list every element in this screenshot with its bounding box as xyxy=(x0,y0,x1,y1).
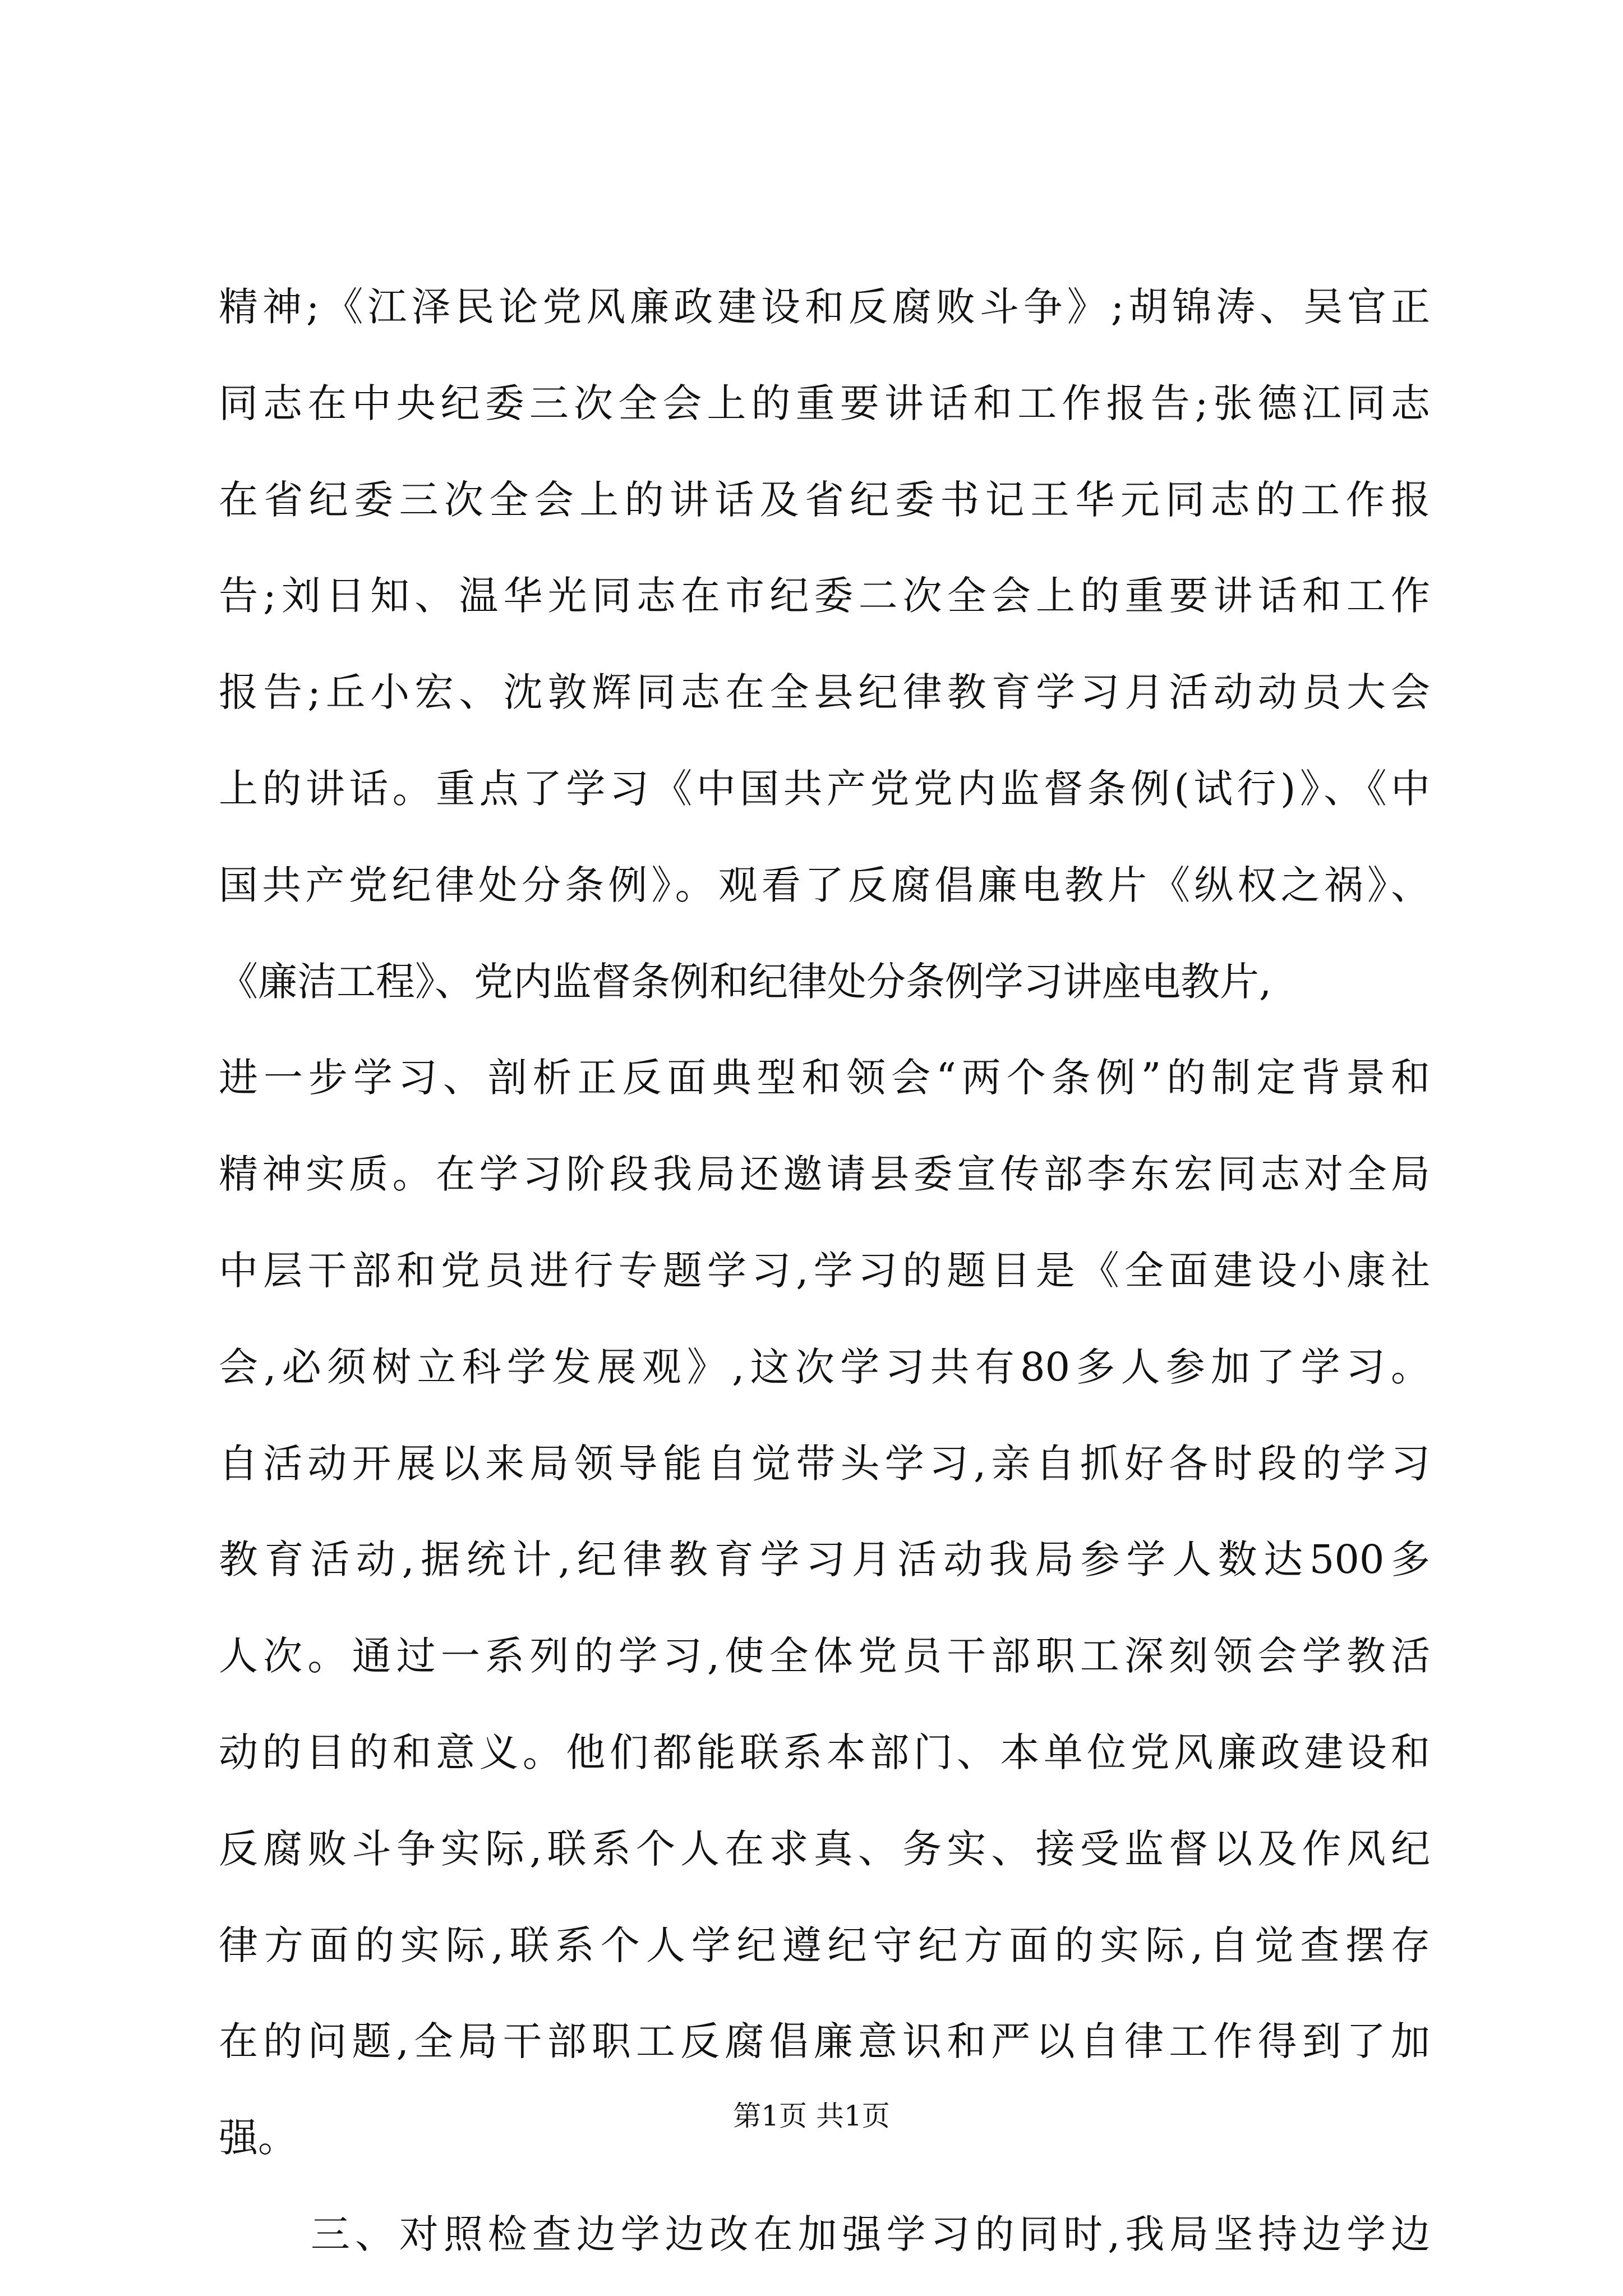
text-line: 动的目的和意义。他们都能联系本部门、本单位党风廉政建设和 xyxy=(219,1729,1430,1775)
text-line: 教育活动,据统计,纪律教育学习月活动我局参学人数达500多 xyxy=(219,1536,1430,1583)
text-line: 国共产党纪律处分条例》。观看了反腐倡廉电教片《纵权之祸》、 xyxy=(219,862,1430,908)
text-line: 强。 xyxy=(219,2115,297,2161)
text-line: 同志在中央纪委三次全会上的重要讲话和工作报告;张德江同志 xyxy=(219,380,1430,426)
text-line: 在省纪委三次全会上的讲话及省纪委书记王华元同志的工作报 xyxy=(219,476,1430,523)
text-line: 精神实质。在学习阶段我局还邀请县委宣传部李东宏同志对全局 xyxy=(219,1151,1430,1198)
text-line: 精神;《江泽民论党风廉政建设和反腐败斗争》;胡锦涛、吴官正 xyxy=(219,284,1430,330)
text-line: 会,必须树立科学发展观》,这次学习共有80多人参加了学习。 xyxy=(219,1343,1430,1390)
page-footer: 第1页 共1页 xyxy=(733,2100,890,2132)
text-line: 反腐败斗争实际,联系个人在求真、务实、接受监督以及作风纪 xyxy=(219,1825,1430,1872)
text-line: 告;刘日知、温华光同志在市纪委二次全会上的重要讲话和工作 xyxy=(219,573,1430,619)
document-body xyxy=(219,259,1430,2283)
text-line: 中层干部和党员进行专题学习,学习的题目是《全面建设小康社 xyxy=(219,1247,1430,1294)
text-line: 报告;丘小宏、沈敦辉同志在全县纪律教育学习月活动动员大会 xyxy=(219,669,1430,716)
text-line: 《廉洁工程》、党内监督条例和纪律处分条例学习讲座电教片, xyxy=(219,958,1272,1005)
text-line: 律方面的实际,联系个人学纪遵纪守纪方面的实际,自觉查摆存 xyxy=(219,1922,1430,1968)
text-line: 在的问题,全局干部职工反腐倡廉意识和严以自律工作得到了加 xyxy=(219,2018,1430,2065)
text-line: 进一步学习、剖析正反面典型和领会“两个条例”的制定背景和 xyxy=(219,1055,1430,1101)
text-line: 人次。通过一系列的学习,使全体党员干部职工深刻领会学教活 xyxy=(219,1633,1430,1680)
text-line: 上的讲话。重点了学习《中国共产党党内监督条例(试行)》、《中 xyxy=(219,765,1430,812)
text-line: 自活动开展以来局领导能自觉带头学习,亲自抓好各时段的学习 xyxy=(219,1440,1430,1487)
section-heading-line: 三、对照检查边学边改在加强学习的同时,我局坚持边学边 xyxy=(311,2211,1430,2257)
